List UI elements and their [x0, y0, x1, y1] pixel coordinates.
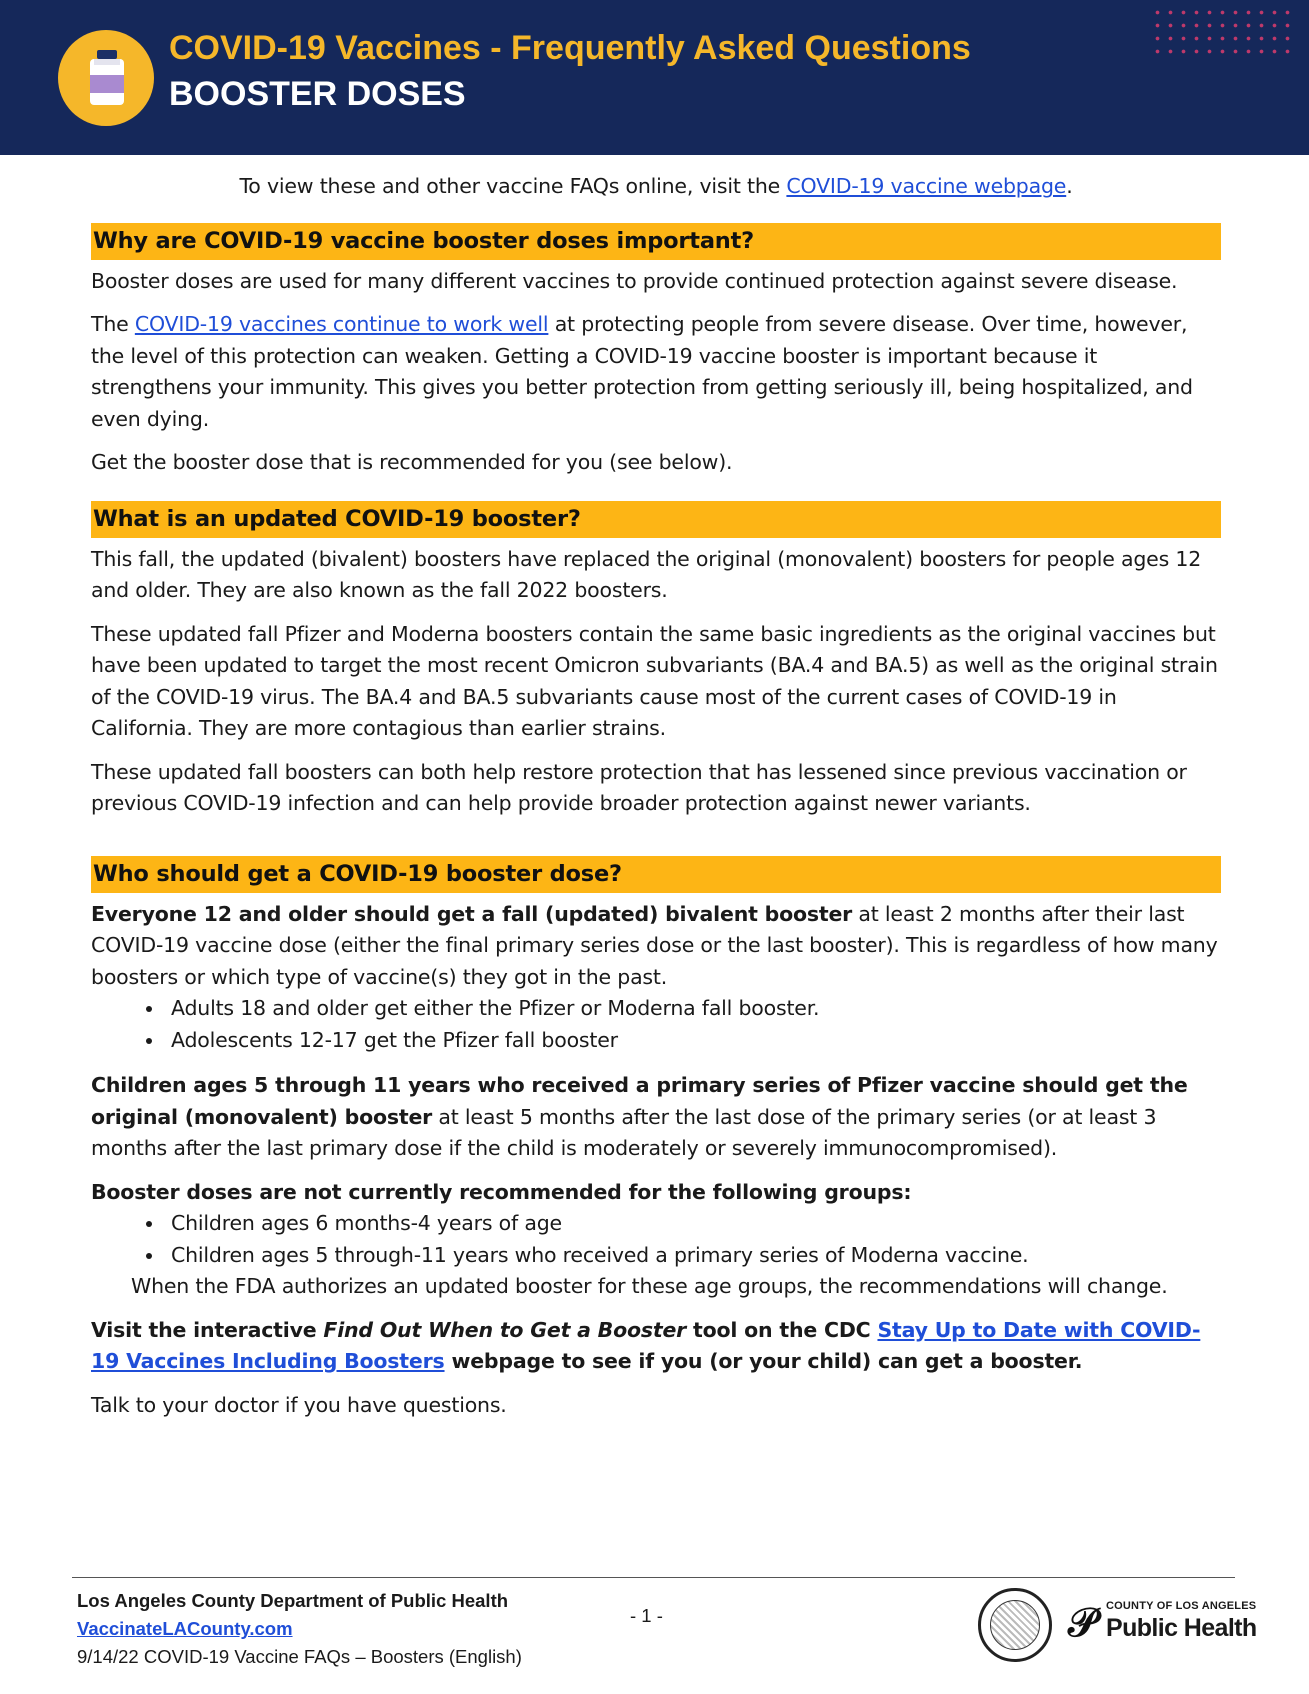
list-item: • Adults 18 and older get either the Pfizer or Moderna fall booster.	[165, 993, 1221, 1025]
covid-vaccine-webpage-link[interactable]: COVID-19 vaccine webpage	[786, 174, 1067, 198]
bullet-list	[91, 1208, 1221, 1271]
question-heading-updated-booster: What is an updated COVID-19 booster?	[91, 501, 1221, 538]
list-item: • Adolescents 12-17 get the Pfizer fall booster	[165, 1025, 1221, 1057]
vaccines-work-well-link[interactable]: COVID-19 vaccines continue to work well	[134, 312, 549, 336]
text-run: at least 5 months after the last dose of the primary series (or at least 3 months after the last primary dose if the child is moderately or severely immunocompromised).	[91, 1104, 1157, 1160]
answer-paragraph	[91, 1070, 1221, 1165]
bold-text: Everyone 12 and older should get a fall (updated) bivalent booster	[91, 901, 853, 926]
page-title: COVID-19 Vaccines - Frequently Asked Questions	[169, 29, 971, 67]
intro-text: To view these and other vaccine FAQs online, visit the	[239, 174, 787, 198]
text-run: Visit the interactive	[91, 1317, 324, 1342]
vaccine-vial-icon	[58, 30, 154, 126]
main-content	[91, 171, 1221, 1433]
header-banner	[0, 0, 1309, 155]
text-run: at protecting people from severe disease. Over time, however, the level of this protection can weaken. Getting a COVID-19 vaccine booster is important because it strengthens your immunity. This gives you better protection from getting seriously ill, being hospitalized, and even dying.	[91, 312, 1193, 431]
decorative-dots	[1151, 6, 1291, 62]
answer-paragraph: Talk to your doctor if you have questions.	[91, 1392, 507, 1417]
footer-info	[77, 1587, 522, 1671]
answer-paragraph	[91, 309, 1221, 435]
answer-paragraph	[91, 1315, 1221, 1378]
answer-paragraph: These updated fall Pfizer and Moderna boosters contain the same basic ingredients as the original vaccines but have been updated to target the most recent Omicron subvariants (BA.4 and BA.5) as well as the original strain of the COVID-19 virus. The BA.4 and BA.5 subvariants cause most of the current cases of COVID-19 in California. They are more contagious than earlier strains.	[91, 621, 1218, 740]
list-item: • Children ages 6 months-4 years of age	[165, 1208, 1221, 1240]
list-item: • Children ages 5 through-11 years who received a primary series of Moderna vaccine.	[165, 1240, 1221, 1272]
page-number: - 1 -	[630, 1605, 663, 1626]
page-subtitle: BOOSTER DOSES	[169, 75, 466, 113]
answer-paragraph: This fall, the updated (bivalent) boosters have replaced the original (monovalent) boosters for people ages 12 and older. They are also known as the fall 2022 boosters.	[91, 546, 1202, 602]
answer-paragraph: Booster doses are used for many different vaccines to provide continued protection against severe disease.	[91, 268, 1178, 293]
logo-public-health-text: Public Health	[1106, 1614, 1257, 1642]
answer-paragraph: These updated fall boosters can both help restore protection that has lessened since previous vaccination or previous COVID-19 infection and can help provide broader protection against newer variants.	[91, 759, 1187, 815]
bullet-list	[91, 993, 1221, 1056]
county-seal-icon	[978, 1588, 1052, 1662]
question-heading-who-should-get: Who should get a COVID-19 booster dose?	[91, 856, 1221, 893]
bold-text: Children ages 5 through 11 years who received a primary series of Pfizer vaccine should get the original (monovalent) booster	[91, 1073, 1188, 1129]
tool-name: Find Out When to Get a Booster	[323, 1317, 687, 1342]
footer-org: Los Angeles County Department of Public Health	[77, 1590, 509, 1611]
answer-paragraph: Get the booster dose that is recommended for you (see below).	[91, 450, 733, 474]
public-health-mark-icon: 𝒫	[1068, 1600, 1097, 1646]
intro-period: .	[1066, 174, 1073, 198]
question-heading-importance: Why are COVID-19 vaccine booster doses important?	[91, 223, 1221, 260]
public-health-logo	[1068, 1598, 1257, 1652]
text-run: at least 2 months after their last COVID-19 vaccine dose (either the final primary series dose or the last booster). This is regardless of how many boosters or which type of vaccine(s) they got in the past.	[91, 901, 1218, 989]
text-run: tool on the CDC	[686, 1317, 878, 1342]
vaccinate-la-county-link[interactable]: VaccinateLACounty.com	[77, 1618, 293, 1639]
footer-divider	[72, 1577, 1235, 1578]
text-run: webpage to see if you (or your child) can get a booster.	[444, 1349, 1083, 1373]
logo-county-text: COUNTY OF LOS ANGELES	[1106, 1600, 1257, 1612]
text-run: The	[91, 312, 135, 336]
list-note: When the FDA authorizes an updated booster for these age groups, the recommendations will change.	[131, 1274, 1168, 1298]
cdc-stay-up-to-date-link[interactable]: Stay Up to Date with COVID-19 Vaccines Including Boosters	[91, 1317, 1201, 1373]
answer-paragraph	[91, 899, 1221, 994]
intro-line	[91, 171, 1221, 203]
answer-paragraph: Booster doses are not currently recommended for the following groups:	[91, 1179, 912, 1204]
footer-doc-info: 9/14/22 COVID-19 Vaccine FAQs – Boosters (English)	[77, 1646, 522, 1667]
